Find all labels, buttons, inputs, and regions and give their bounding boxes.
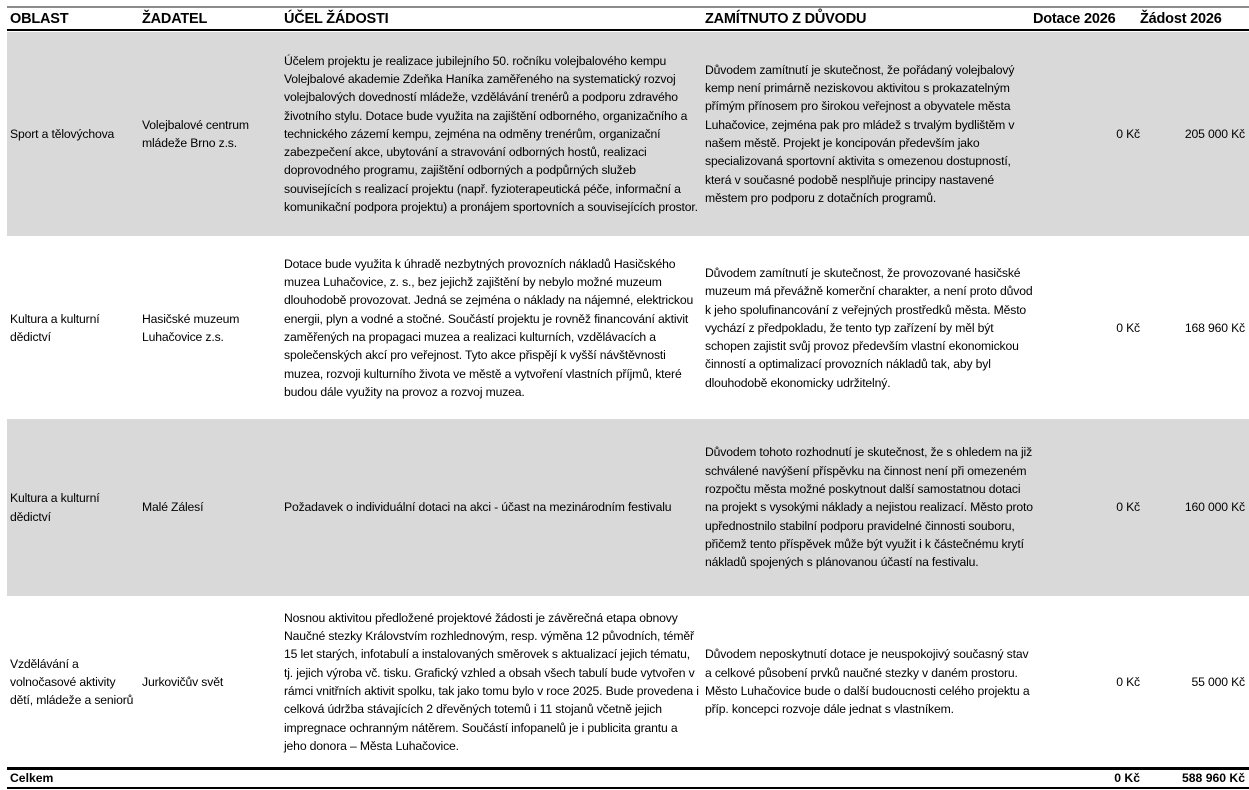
cell-zadatel: Hasičské muzeum Luhačovice z.s. <box>142 311 240 344</box>
table-row <box>7 419 1249 596</box>
table-row <box>7 237 1249 419</box>
cell-duvod: Důvodem zamítnutí je skutečnost, že pořádaný volejbalový kemp není primárně neziskovou aktivitou s prokazatelným přímým přínosem pro širokou veřejnost a obyvatele města Luhačovice, zejména pak pro mládež s trvalým bydlištěm v našem městě. Projekt je koncipován především jako specializovaná sportovní aktivita s omezenou dostupností, která v současné podobě nesplňuje principy nastavené městem pro podporu z dotačních programů. <box>705 62 1015 205</box>
cell-oblast: Kultura a kulturní dědictví <box>10 311 100 344</box>
cell-duvod: Důvodem zamítnutí je skutečnost, že provozované hasičské muzeum má převážně komerční charakter, a není proto důvod k jeho spolufinancování z veřejných prostředků města. Město vychází z předpokladu, že tento typ zařízení by měl být schopen zajistit svůj provoz především vlastní ekonomickou činností a optimalizací provozních nákladů tak, aby byl dlouhodobě ekonomicky udržitelný. <box>705 265 1033 390</box>
total-row <box>7 770 1249 789</box>
cell-dotace: 0 Kč <box>1116 320 1140 335</box>
cell-zadost: 205 000 Kč <box>1184 126 1245 141</box>
cell-oblast: Kultura a kulturní dědictví <box>10 491 100 524</box>
cell-zadatel: Malé Zálesí <box>142 500 204 515</box>
total-zadost: 588 960 Kč <box>1181 771 1245 785</box>
table-header <box>7 8 1249 31</box>
header-zadost: Žádost 2026 <box>1140 11 1222 27</box>
cell-dotace: 0 Kč <box>1116 500 1140 515</box>
total-dotace: 0 Kč <box>1114 771 1140 785</box>
cell-duvod: Důvodem tohoto rozhodnutí je skutečnost, že s ohledem na již schválené navýšení příspěvku na činnost není při omezeném rozpočtu města možné poskytnout další samostatnou dotaci na projekt s vysokými náklady a nejistou realizací. Město proto upřednostnilo stabilní podporu pravidelné činnosti souboru, přičemž tento příspěvek může být využit i k částečnému krytí nákladů spojených s plánovanou účastí na festivalu. <box>705 445 1033 570</box>
cell-oblast: Vzdělávání a volnočasové aktivity dětí, mládeže a seniorů <box>10 656 134 708</box>
cell-oblast: Sport a tělovýchova <box>10 126 115 141</box>
cell-zadost: 55 000 Kč <box>1191 674 1245 689</box>
cell-ucel: Nosnou aktivitou předložené projektové žádosti je závěrečná etapa obnovy Naučné stezky Královstvím rozhlednovým, resp. výměna 12 původních, téměř 15 let starých, infotabulí a instalovaných směrovek s aktualizací jejich tématu, tj. jejich výroba vč. tisku. Grafický vzhled a obsah všech tabulí bude vytvořen v rámci vnitřních aktivit spolku, tak jako tomu bylo v roce 2025. Bude provedena i celková údržba stávajících 2 dřevěných totemů i 11 stojanů včetně jejich impregnace ochranným nátěrem. Součástí infopanelů je i publicita grantu a jeho donora – Města Luhačovice. <box>284 610 699 753</box>
table-row <box>7 597 1249 767</box>
cell-ucel: Požadavek o individuální dotaci na akci - účast na mezinárodním festivalu <box>284 500 672 515</box>
cell-zadatel: Volejbalové centrum mládeže Brno z.s. <box>142 117 249 150</box>
header-duvod: ZAMÍTNUTO Z DŮVODU <box>705 11 867 27</box>
cell-zadost: 160 000 Kč <box>1184 500 1245 515</box>
header-oblast: OBLAST <box>10 11 69 27</box>
cell-duvod: Důvodem neposkytnutí dotace je neuspokojivý současný stav a celkové působení prvků naučné stezky v daném prostoru. Město Luhačovice bude o další budoucnosti celého projektu a příp. koncepci rozvoje dále jednat s vlastníkem. <box>705 647 1030 717</box>
total-label: Celkem <box>10 771 54 785</box>
cell-ucel: Dotace bude využita k úhradě nezbytných provozních nákladů Hasičského muzea Luhačovice, z. s., bez jejichž zajištění by nebylo možné muzeum dlouhodobě provozovat. Jedná se zejména o náklady na nájemné, elektrickou energii, plyn a vodné a stočné. Součástí projektu je rovněž financování aktivit zaměřených na propagaci muzea a realizaci kulturních, vzdělávacích a společenských akcí pro veřejnost. Tyto akce přispějí k vyšší návštěvnosti muzea, rozvoji kulturního života ve městě a vytvoření vlastních příjmů, které budou dále využity na provoz a rozvoj muzea. <box>284 256 694 399</box>
cell-zadost: 168 960 Kč <box>1184 320 1245 335</box>
cell-dotace: 0 Kč <box>1116 674 1140 689</box>
cell-dotace: 0 Kč <box>1116 126 1140 141</box>
header-ucel: ÚČEL ŽÁDOSTI <box>284 11 389 27</box>
table-row <box>7 32 1249 236</box>
header-dotace: Dotace 2026 <box>1033 11 1116 27</box>
cell-zadatel: Jurkovičův svět <box>142 674 224 689</box>
cell-ucel: Účelem projektu je realizace jubilejního 50. ročníku volejbalového kempu Volejbalové akademie Zdeňka Haníka zaměřeného na systematický rozvoj volejbalových dovedností mládeže, vzdělávání trenérů a podporu zdravého životního stylu. Dotace bude využita na zajištění odborného, organizačního a technického zázemí kempu, zejména na odměny trenérům, organizační zabezpečení akce, ubytování a stravování odborných hostů, realizaci doprovodného programu, zajištění odborných a podpůrných služeb souvisejících s realizací projektu (např. fyzioterapeutická péče, informační a komunikační podpora projektu) a pronájem sportovních a souvisejících prostor. <box>284 53 698 215</box>
header-zadatel: ŽADATEL <box>142 11 208 27</box>
